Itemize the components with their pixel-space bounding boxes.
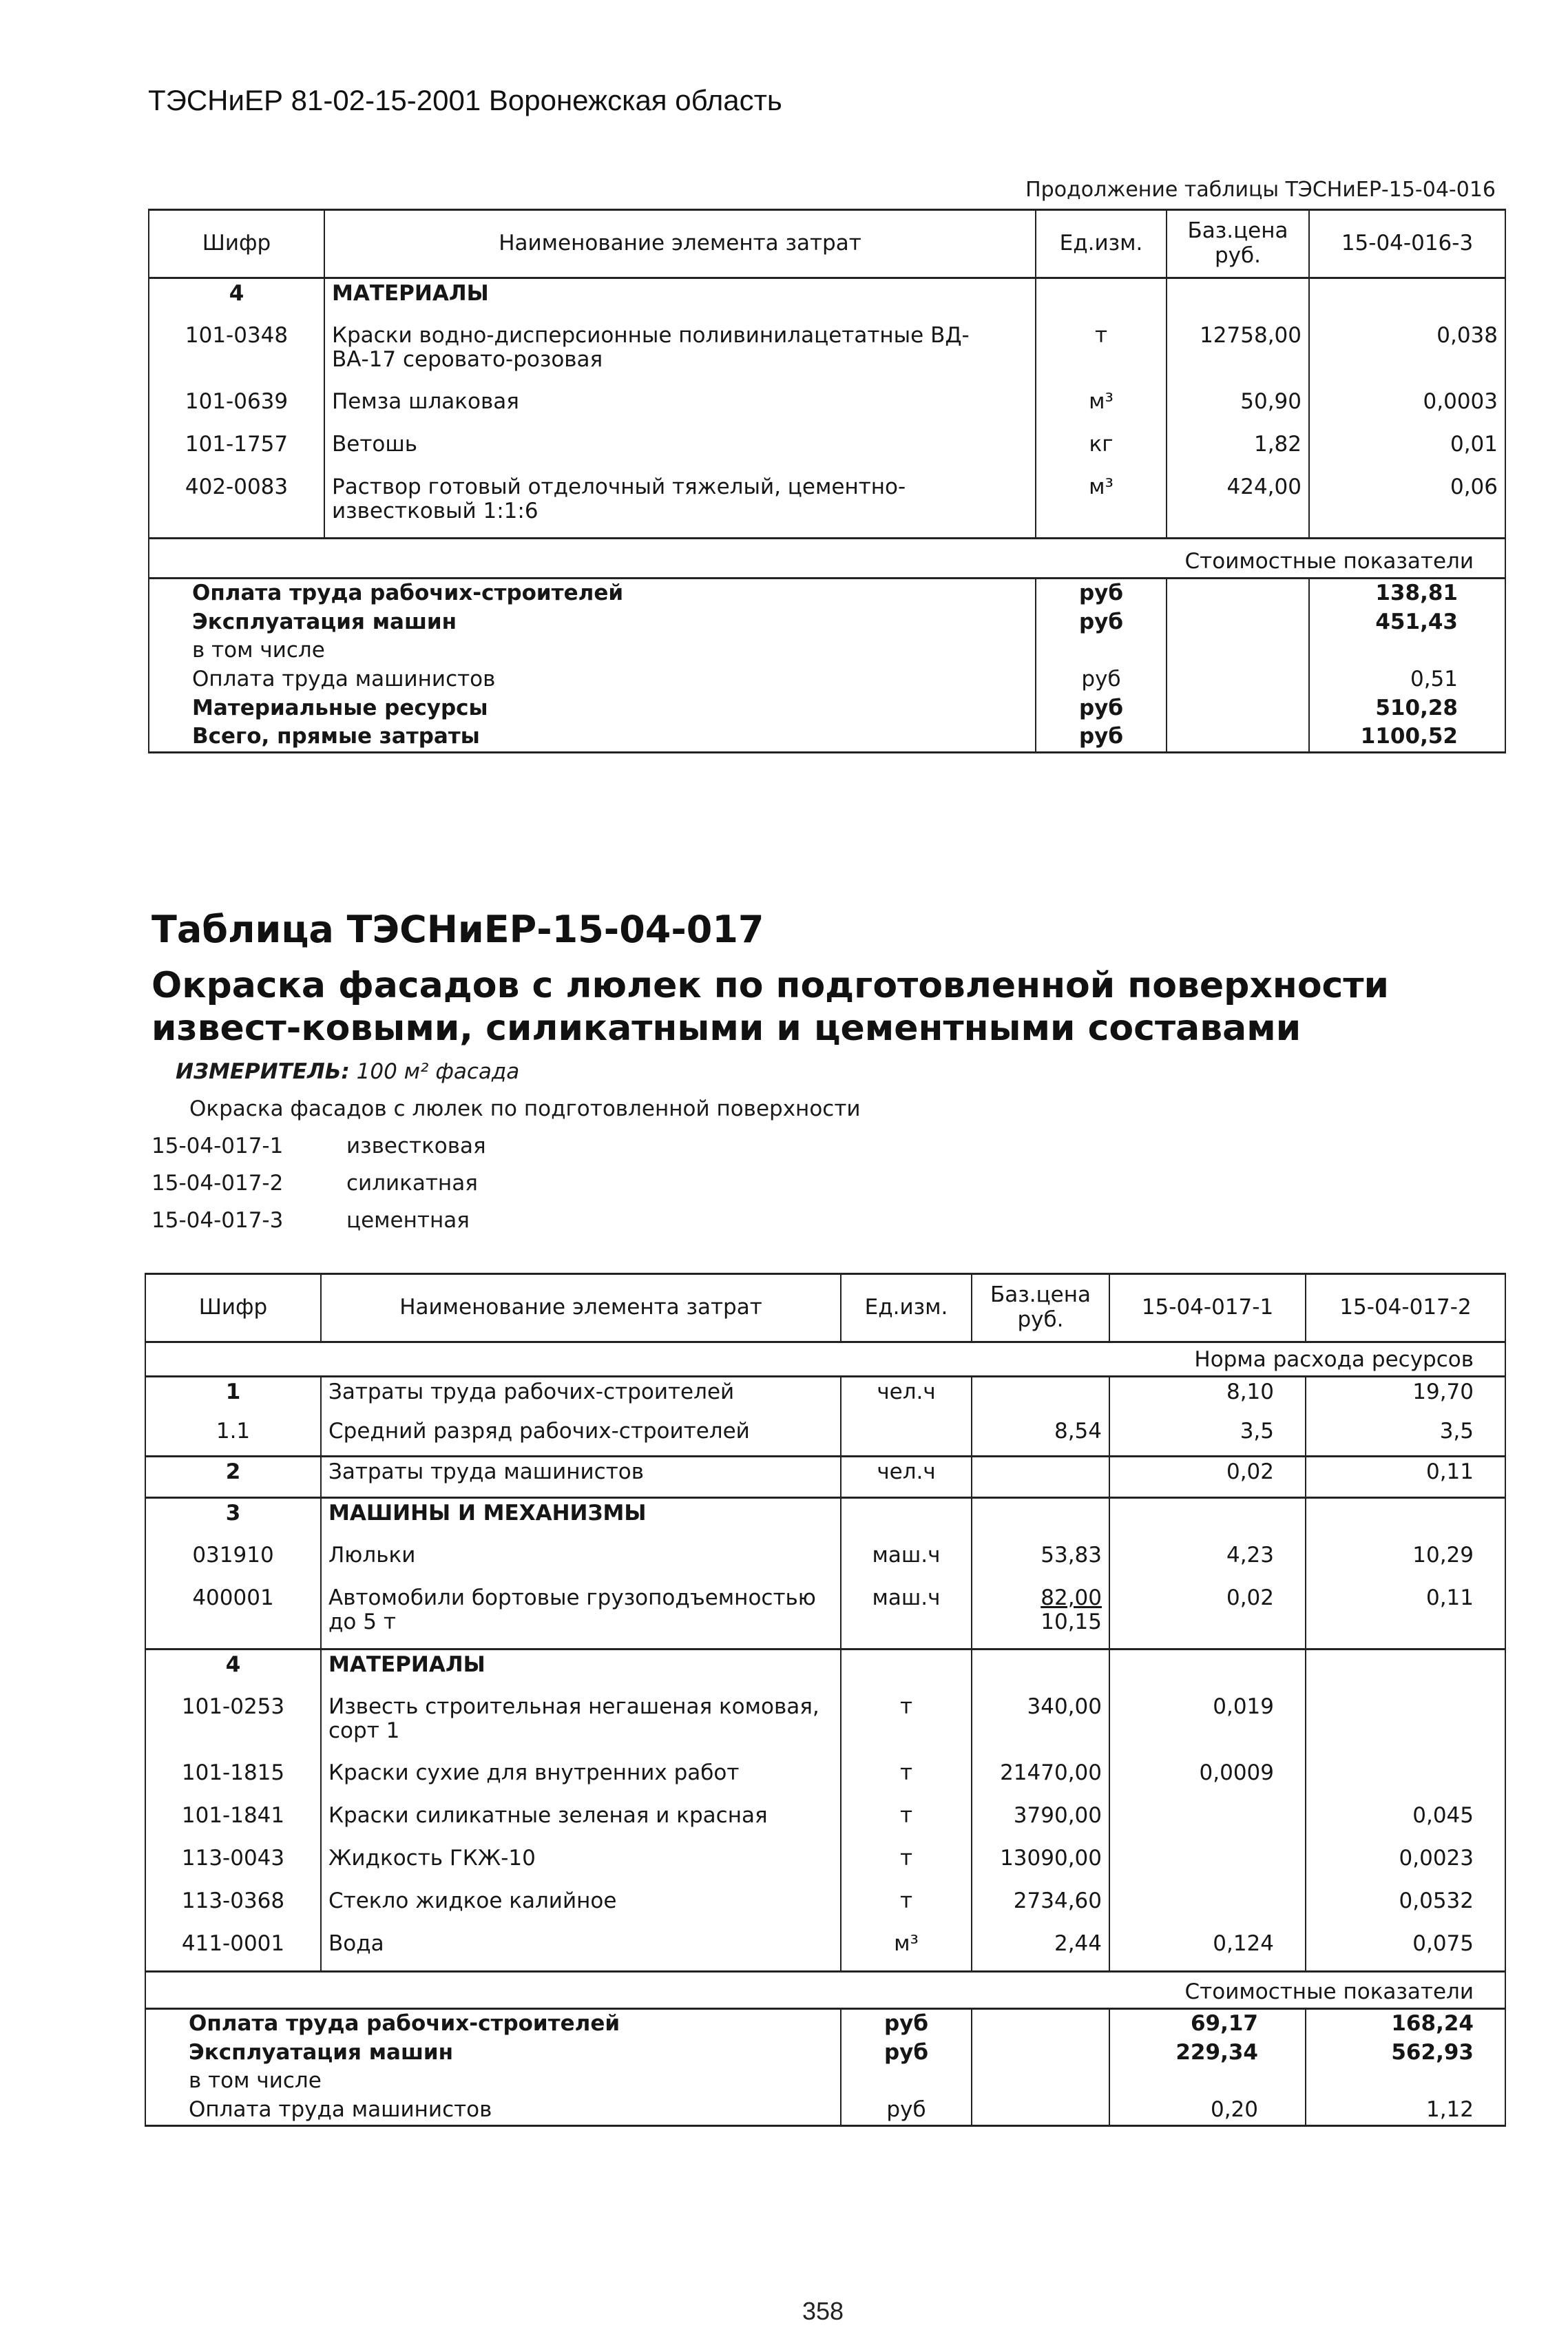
variant-code: 15-04-017-3 (151, 1208, 284, 1233)
row-unit: м³ (1036, 387, 1167, 430)
cost-value-1: 69,17 (1109, 2009, 1306, 2039)
table-row (145, 1844, 1505, 1886)
row-code: 101-1757 (149, 430, 324, 472)
cost-unit: руб (841, 2039, 972, 2068)
price-value: 82,00 (1041, 1585, 1102, 1610)
section-row (145, 1498, 1505, 1541)
cost-row (145, 2009, 1505, 2039)
cost-row (145, 2096, 1505, 2125)
row-price: 8,54 (972, 1417, 1109, 1457)
row-unit (841, 1417, 972, 1457)
cost-value: 451,43 (1309, 608, 1505, 637)
row-value-1: 3,5 (1109, 1417, 1306, 1457)
cost-row (145, 2039, 1505, 2068)
row-value-1: 8,10 (1109, 1377, 1306, 1417)
table-subtitle: Окраска фасадов с люлек по подготовленной поверхности извест-ковыми, силикатными и цементными составами (151, 965, 1389, 1050)
row-code: 113-0043 (145, 1844, 321, 1886)
row-unit: чел.ч (841, 1377, 972, 1417)
cost-header-label: Стоимостные показатели (145, 1972, 1505, 2009)
column-header: Баз.цена руб. (1167, 210, 1309, 278)
row-price: 12758,00 (1167, 321, 1309, 387)
row-value-2 (1306, 1692, 1505, 1758)
intro-text: Окраска фасадов с люлек по подготовленной поверхности (189, 1096, 861, 1121)
cost-value-2: 562,93 (1306, 2039, 1505, 2068)
row-name: Затраты труда машинистов (321, 1457, 841, 1498)
row-name: Краски водно-дисперсионные поливинилацетатные ВД-ВА-17 серовато-розовая (324, 321, 1036, 387)
row-unit: м³ (1036, 472, 1167, 539)
section-row (145, 1649, 1505, 1692)
cost-value: 510,28 (1309, 694, 1505, 723)
row-name: Затраты труда рабочих-строителей (321, 1377, 841, 1417)
row-unit: т (841, 1886, 972, 1929)
row-unit: т (841, 1844, 972, 1886)
row-code: 3 (145, 1498, 321, 1541)
cost-row (149, 722, 1505, 752)
cost-unit: руб (1036, 579, 1167, 608)
cost-row (149, 636, 1505, 665)
row-value-1: 0,124 (1109, 1929, 1306, 1972)
row-unit: кг (1036, 430, 1167, 472)
row-price: 340,00 (972, 1692, 1109, 1758)
row-name: Люльки (321, 1541, 841, 1583)
variant-name: силикатная (346, 1171, 478, 1196)
column-header: 15-04-017-1 (1109, 1274, 1306, 1342)
table-row (149, 321, 1505, 387)
row-code: 101-1841 (145, 1801, 321, 1844)
row-code: 101-0348 (149, 321, 324, 387)
row-code: 411-0001 (145, 1929, 321, 1972)
column-header: Шифр (145, 1274, 321, 1342)
cost-value: 138,81 (1309, 579, 1505, 608)
variant-line (151, 1134, 486, 1158)
row-unit: чел.ч (841, 1457, 972, 1498)
row-value-1: 0,02 (1109, 1583, 1306, 1649)
cost-value (1309, 636, 1505, 665)
table-row (145, 1801, 1505, 1844)
table-row (145, 1929, 1505, 1972)
row-name: Вода (321, 1929, 841, 1972)
row-value-2: 3,5 (1306, 1417, 1505, 1457)
row-name: Средний разряд рабочих-строителей (321, 1417, 841, 1457)
row-price: 1,82 (1167, 430, 1309, 472)
row-code: 1 (145, 1377, 321, 1417)
cost-unit (841, 2067, 972, 2096)
measure-line (176, 1059, 519, 1084)
cost-unit: руб (1036, 722, 1167, 752)
table-row (149, 430, 1505, 472)
cost-label: в том числе (145, 2067, 841, 2096)
variant-line (151, 1208, 470, 1233)
section-row (149, 278, 1505, 321)
table-row (149, 472, 1505, 539)
cost-value-1: 229,34 (1109, 2039, 1306, 2068)
row-value: 0,0003 (1309, 387, 1505, 430)
cost-label: Всего, прямые затраты (149, 722, 1036, 752)
row-code: 1.1 (145, 1417, 321, 1457)
row-price: 50,90 (1167, 387, 1309, 430)
cost-header-row (145, 1972, 1505, 2009)
row-value-1: 0,019 (1109, 1692, 1306, 1758)
cost-value: 1100,52 (1309, 722, 1505, 752)
cost-table-15-04-017 (145, 1273, 1506, 2127)
row-value-2: 19,70 (1306, 1377, 1505, 1417)
variant-code: 15-04-017-2 (151, 1171, 284, 1196)
cost-value-1 (1109, 2067, 1306, 2096)
norm-header-label: Норма расхода ресурсов (145, 1342, 1505, 1377)
table-continuation-label: Продолжение таблицы ТЭСНиЕР-15-04-016 (1025, 178, 1496, 202)
table-title: Таблица ТЭСНиЕР-15-04-017 (151, 908, 764, 951)
cost-unit: руб (1036, 694, 1167, 723)
cost-unit (1036, 636, 1167, 665)
table-row (145, 1377, 1505, 1417)
row-name: Краски силикатные зеленая и красная (321, 1801, 841, 1844)
variant-line (151, 1171, 478, 1196)
row-name: Жидкость ГКЖ-10 (321, 1844, 841, 1886)
row-name: МАТЕРИАЛЫ (321, 1649, 841, 1692)
cost-row (149, 665, 1505, 694)
row-value-1 (1109, 1801, 1306, 1844)
table-header-row (145, 1274, 1505, 1342)
row-code: 400001 (145, 1583, 321, 1649)
row-code: 101-1815 (145, 1758, 321, 1801)
row-value-2: 0,11 (1306, 1457, 1505, 1498)
column-header: Наименование элемента затрат (324, 210, 1036, 278)
table-row (149, 387, 1505, 430)
page-header: ТЭСНиЕР 81-02-15-2001 Воронежская область (148, 84, 782, 116)
row-price (972, 1377, 1109, 1417)
row-price (972, 1583, 1109, 1649)
measure-value: 100 м² фасада (356, 1059, 520, 1084)
row-code: 2 (145, 1457, 321, 1498)
cost-label: Оплата труда машинистов (145, 2096, 841, 2125)
row-value-1 (1109, 1886, 1306, 1929)
row-price: 2,44 (972, 1929, 1109, 1972)
cost-header-label: Стоимостные показатели (149, 539, 1505, 579)
row-value: 0,038 (1309, 321, 1505, 387)
table-row (145, 1758, 1505, 1801)
row-price: 13090,00 (972, 1844, 1109, 1886)
row-unit: маш.ч (841, 1541, 972, 1583)
row-code: 031910 (145, 1541, 321, 1583)
row-value-2: 0,11 (1306, 1583, 1505, 1649)
row-name: Автомобили бортовые грузоподъемностью до 5 т (321, 1583, 841, 1649)
cost-label: Оплата труда машинистов (149, 665, 1036, 694)
table-row (145, 1457, 1505, 1498)
variant-name: известковая (346, 1134, 486, 1158)
row-code: 101-0253 (145, 1692, 321, 1758)
column-header: Шифр (149, 210, 324, 278)
row-unit: м³ (841, 1929, 972, 1972)
row-value-1: 4,23 (1109, 1541, 1306, 1583)
row-value-2 (1306, 1758, 1505, 1801)
cost-label: Оплата труда рабочих-строителей (145, 2009, 841, 2039)
row-unit: маш.ч (841, 1583, 972, 1649)
row-price: 21470,00 (972, 1758, 1109, 1801)
row-name: МАШИНЫ И МЕХАНИЗМЫ (321, 1498, 841, 1541)
row-value-2: 0,075 (1306, 1929, 1505, 1972)
column-header: 15-04-016-3 (1309, 210, 1505, 278)
table-header-row (149, 210, 1505, 278)
row-name: Пемза шлаковая (324, 387, 1036, 430)
table-row (145, 1886, 1505, 1929)
row-value-2: 0,0023 (1306, 1844, 1505, 1886)
row-value-1 (1109, 1844, 1306, 1886)
cost-row (149, 694, 1505, 723)
row-code: 4 (145, 1649, 321, 1692)
section-code: 4 (149, 278, 324, 321)
row-name: Известь строительная негашеная комовая, сорт 1 (321, 1692, 841, 1758)
row-code: 101-0639 (149, 387, 324, 430)
row-price (972, 1457, 1109, 1498)
row-name: Стекло жидкое калийное (321, 1886, 841, 1929)
norm-header-row (145, 1342, 1505, 1377)
variant-code: 15-04-017-1 (151, 1134, 284, 1158)
cost-unit: руб (841, 2096, 972, 2125)
row-price: 3790,00 (972, 1801, 1109, 1844)
cost-unit: руб (1036, 665, 1167, 694)
row-value-2: 10,29 (1306, 1541, 1505, 1583)
row-value-1: 0,0009 (1109, 1758, 1306, 1801)
cost-unit: руб (1036, 608, 1167, 637)
cost-value-2: 1,12 (1306, 2096, 1505, 2125)
column-header: Ед.изм. (841, 1274, 972, 1342)
row-value: 0,01 (1309, 430, 1505, 472)
cost-row (149, 608, 1505, 637)
cost-value-2 (1306, 2067, 1505, 2096)
cost-label: Оплата труда рабочих-строителей (149, 579, 1036, 608)
column-header: Баз.цена руб. (972, 1274, 1109, 1342)
row-price: 53,83 (972, 1541, 1109, 1583)
row-value: 0,06 (1309, 472, 1505, 539)
row-value-1: 0,02 (1109, 1457, 1306, 1498)
cost-header-row (149, 539, 1505, 579)
cost-label: в том числе (149, 636, 1036, 665)
price-value-secondary: 10,15 (1041, 1610, 1102, 1635)
row-unit: т (1036, 321, 1167, 387)
row-code: 402-0083 (149, 472, 324, 539)
cost-value-2: 168,24 (1306, 2009, 1505, 2039)
cost-row (149, 579, 1505, 608)
column-header: Ед.изм. (1036, 210, 1167, 278)
measure-label: ИЗМЕРИТЕЛЬ: (176, 1059, 350, 1084)
row-value-2: 0,0532 (1306, 1886, 1505, 1929)
cost-table-15-04-016 (148, 209, 1506, 753)
cost-label: Материальные ресурсы (149, 694, 1036, 723)
row-unit: т (841, 1758, 972, 1801)
row-name: Краски сухие для внутренних работ (321, 1758, 841, 1801)
row-price: 424,00 (1167, 472, 1309, 539)
cost-value-1: 0,20 (1109, 2096, 1306, 2125)
table-row (145, 1541, 1505, 1583)
cost-label: Эксплуатация машин (149, 608, 1036, 637)
row-code: 113-0368 (145, 1886, 321, 1929)
table-row (145, 1583, 1505, 1649)
row-name: Раствор готовый отделочный тяжелый, цементно-известковый 1:1:6 (324, 472, 1036, 539)
row-price: 2734,60 (972, 1886, 1109, 1929)
table-row (145, 1417, 1505, 1457)
variant-name: цементная (346, 1208, 470, 1233)
page-number: 358 (802, 2297, 844, 2325)
row-unit: т (841, 1692, 972, 1758)
cost-row (145, 2067, 1505, 2096)
cost-label: Эксплуатация машин (145, 2039, 841, 2068)
table-row (145, 1692, 1505, 1758)
column-header: 15-04-017-2 (1306, 1274, 1505, 1342)
cost-value: 0,51 (1309, 665, 1505, 694)
section-title: МАТЕРИАЛЫ (324, 278, 1036, 321)
column-header: Наименование элемента затрат (321, 1274, 841, 1342)
cost-unit: руб (841, 2009, 972, 2039)
row-unit: т (841, 1801, 972, 1844)
row-name: Ветошь (324, 430, 1036, 472)
row-value-2: 0,045 (1306, 1801, 1505, 1844)
